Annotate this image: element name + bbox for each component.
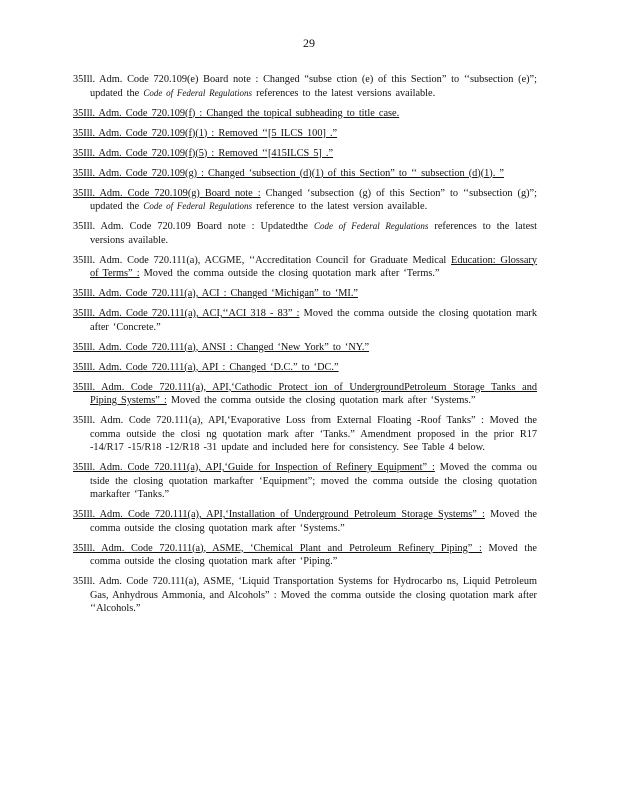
entry-ref: 35Ill. Adm. Code 720.111(a), API,‘Guide for Inspection of Refinery Equipment” : (73, 462, 435, 473)
entry-text: 35Ill. Adm. Code 720.109(e) Board note : Changed “subse ction (e) of this Section” to ‘‘subsection (e)”; updated the (73, 74, 537, 99)
list-item (73, 127, 537, 141)
entry-ref: 35Ill. Adm. Code 720.109(f)(5) : Removed ‘‘[415ILCS 5] .” (73, 147, 334, 159)
list-item (73, 361, 537, 375)
entry-ref: 35Ill. Adm. Code 720.109(f)(1) : Removed ‘‘[5 ILCS 100] .” (73, 127, 338, 139)
entry-ref: 35Ill. Adm. Code 720.111(a), ACI : Changed ‘Michigan” to ‘MI.” (73, 288, 358, 299)
list-item (73, 575, 537, 616)
entry-text: Moved the comma outside the closing quotation mark after ‘Systems.” (166, 395, 476, 406)
list-item (73, 187, 537, 214)
entry-text: 35Ill. Adm. Code 720.111(a), ASME, ‘Liquid Transportation Systems for Hydrocarbo ns, Liquid Petroleum Gas, Anhydrous Ammonia, and Alcohols” : Moved the comma outside the closing quotation mark after ‘‘Alcohols.” (73, 576, 537, 614)
list-item (73, 167, 537, 181)
entry-ref: 35Ill. Adm. Code 720.109(f) : Changed the topical subheading to title case. (73, 107, 400, 119)
list-item (73, 381, 537, 408)
entry-after: references to the latest versions available. (252, 87, 436, 99)
list-item (73, 220, 537, 247)
list-item (73, 254, 537, 281)
list-item (73, 107, 537, 121)
entry-text: Changed ‘subsection (g) of this Section” to ‘‘subsection (g)”; updated the (90, 187, 537, 212)
entry-text: Moved the comma outside the closing quotation mark after ‘Concrete.” (90, 308, 537, 333)
entry-text: 35Ill. Adm. Code 720.109 Board note : Updatedthe (73, 221, 314, 232)
entry-ref: 35Ill. Adm. Code 720.111(a), ACI,‘‘ACI 318 - 83” : (73, 308, 300, 319)
list-item (73, 414, 537, 455)
list-item (73, 341, 537, 355)
entry-ref: 35Ill. Adm. Code 720.111(a), ASME, ‘Chemical Plant and Petroleum Refinery Piping” : (73, 542, 482, 554)
entry-text: 35Ill. Adm. Code 720.111(a), API,‘Evaporative Loss from External Floating -Roof Tanks” : Moved the comma outside the closi ng quotation mark after ‘Tanks.” Amendment proposed in the prior R17 -14/R17 -15/R18 -12/R18 -31 update and included here for consistency. See Table 4 below. (73, 415, 537, 453)
list-item (73, 461, 537, 502)
list-item (73, 147, 537, 161)
entry-text: Moved the comma outside the closing quotation mark after ‘Terms.” (139, 268, 440, 279)
entry-after: reference to the latest version available. (252, 201, 428, 212)
list-item (73, 508, 537, 535)
page-number: 29 (303, 36, 315, 50)
list-item (73, 287, 537, 301)
entry-ref: Education: Glossary of Terms” : (90, 254, 538, 279)
list-item (73, 73, 537, 100)
list-item (73, 542, 537, 569)
list-item (73, 307, 537, 334)
entry-after: references to the latest versions available. (90, 221, 538, 246)
entry-ref: 35Ill. Adm. Code 720.109(g) Board note : (73, 187, 261, 199)
entry-ref: 35Ill. Adm. Code 720.109(g) : Changed ‘subsection (d)(1) of this Section” to ‘‘ subsection (d)(1). ” (73, 167, 504, 179)
amendment-list (73, 73, 537, 622)
entry-text: Moved the comma outside the closing quotation mark after ‘Systems.” (90, 509, 537, 534)
entry-ref: 35Ill. Adm. Code 720.111(a), API,‘Cathodic Protect ion of UndergroundPetroleum Storage Tanks and Piping Systems” : (73, 381, 537, 406)
entry-cfr: Code of Federal Regulations (143, 87, 253, 98)
entry-ref: 35Ill. Adm. Code 720.111(a), API,‘Installation of Underground Petroleum Storage Systems” : (73, 509, 485, 520)
entry-cfr: Code of Federal Regulations (313, 221, 429, 231)
entry-lead: 35Ill. Adm. Code 720.111(a), ACGME, ‘‘Accreditation Council for Graduate Medical (73, 254, 452, 266)
entry-text: Moved the comma outside the closing quotation mark after ‘Piping.” (90, 542, 537, 567)
entry-cfr: Code of Federal Regulations (143, 201, 253, 211)
entry-ref: 35Ill. Adm. Code 720.111(a), ANSI : Changed ‘New York” to ‘NY.” (73, 341, 370, 353)
entry-ref: 35Ill. Adm. Code 720.111(a), API : Changed ‘D.C.” to ‘DC.” (73, 361, 339, 373)
entry-text: Moved the comma ou tside the closing quotation markafter ‘Equipment”; moved the comma outside the closing quotation markafter ‘Tanks.” (90, 462, 538, 500)
